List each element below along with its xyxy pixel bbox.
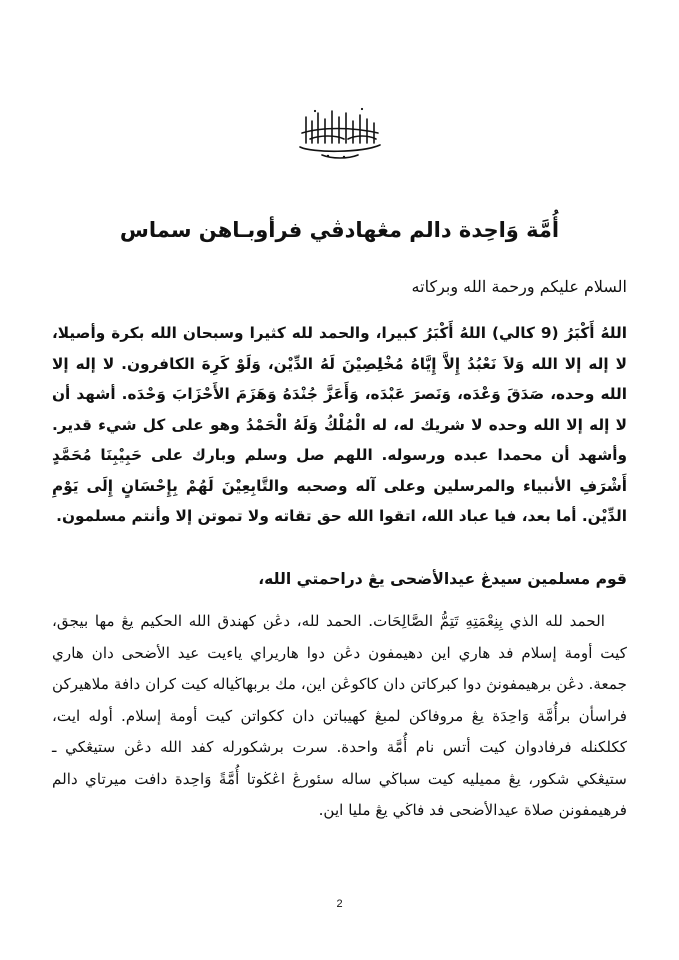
page-number: 2 bbox=[336, 898, 343, 910]
greeting-line: السلام عليكم ورحمة الله وبركاته bbox=[411, 277, 627, 296]
opening-praise-paragraph: اللهُ أَكْبَرُ (9 كالي) اللهُ أَكْبَرُ كبيرا، والحمد لله كثيرا وسبحان الله بكرة وأصيلا، لا إله إلا الله وَلاَ نَعْبُدُ إِلاَّ إِيَّاهُ مُخْلِصِيْنَ لَهُ الدِّيْن، وَلَوْ كَرِهَ الكافرون. لا إله إلا الله وحده، صَدَقَ وَعْدَه، وَنَصرَ عَبْدَه، وَأَعَزَّ جُنْدَهُ وَهَزَمَ الأَحْزَابَ وَحْدَه. أشهد أن لا إله إلا الله وحده لا شريك له، له الْمُلْكُ وَلَهُ الْحَمْدُ وهو على كل شيء قدير. وأشهد أن محمدا عبده ورسوله. اللهم صل وسلم وبارك على حَبِيْبِنَا مُحَمَّدٍ أَشْرَفِ الأنبياء والمرسلين وعلى آله وصحبه والتَّابِعِيْنَ لَهُمْ بِإِحْسَانٍ إِلَى يَوْمِ الدِّيْن. أما بعد، فيا عباد الله، اتقوا الله حق تقاته ولا تموتن إلا وأنتم مسلمون. bbox=[52, 324, 627, 525]
basmala-calligraphy-icon bbox=[292, 103, 388, 161]
congregation-address: قوم مسلمين سيدڠ عيدالأضحى يڠ دراحمتي الله، bbox=[258, 570, 627, 588]
body-paragraph: الحمد لله الذي بِنِعْمَتِهِ تَتِمُّ الصَّالِحَات. الحمد لله، دڠن كهندق الله الحكيم يڠ مها بيجق، كيت أومة إسلام فد هاري اين دهيمفون دڠن دوا هاريراي ياءيت عيد الأضحى دان هاري جمعة. دڠن برهيمفونڽ دوا كبركاتن دان كاكوڠن اين، مك بربهاڬياله كيت كران دافة ملاهيركن فراسأن برأُمَّة وَاحِدَة يڠ مروفاكن لمبڠ كهيباتن دان ككواتن كيت أومة إسلام. أوله ايت، ككلكنله فرفادوان كيت أتس نام أُمَّة واحدة. سرت برشكورله كفد الله دڠن ستيڠكي ـ ستيڠكي شكور، يڠ مميليه كيت سباڬي ساله سئورڠ اڠڬوتا أُمَّةً وَاحِدة دافت ميرتاي دالم فرهيمفونن صلاة عيدالأضحى فد فاڬي يڠ مليا اين. bbox=[52, 612, 627, 819]
basmala-calligraphy bbox=[0, 102, 679, 162]
sermon-title: أُمَّة وَاحِدة دالم مڠهادڤي فرأوبـاهن سماس bbox=[119, 218, 560, 242]
